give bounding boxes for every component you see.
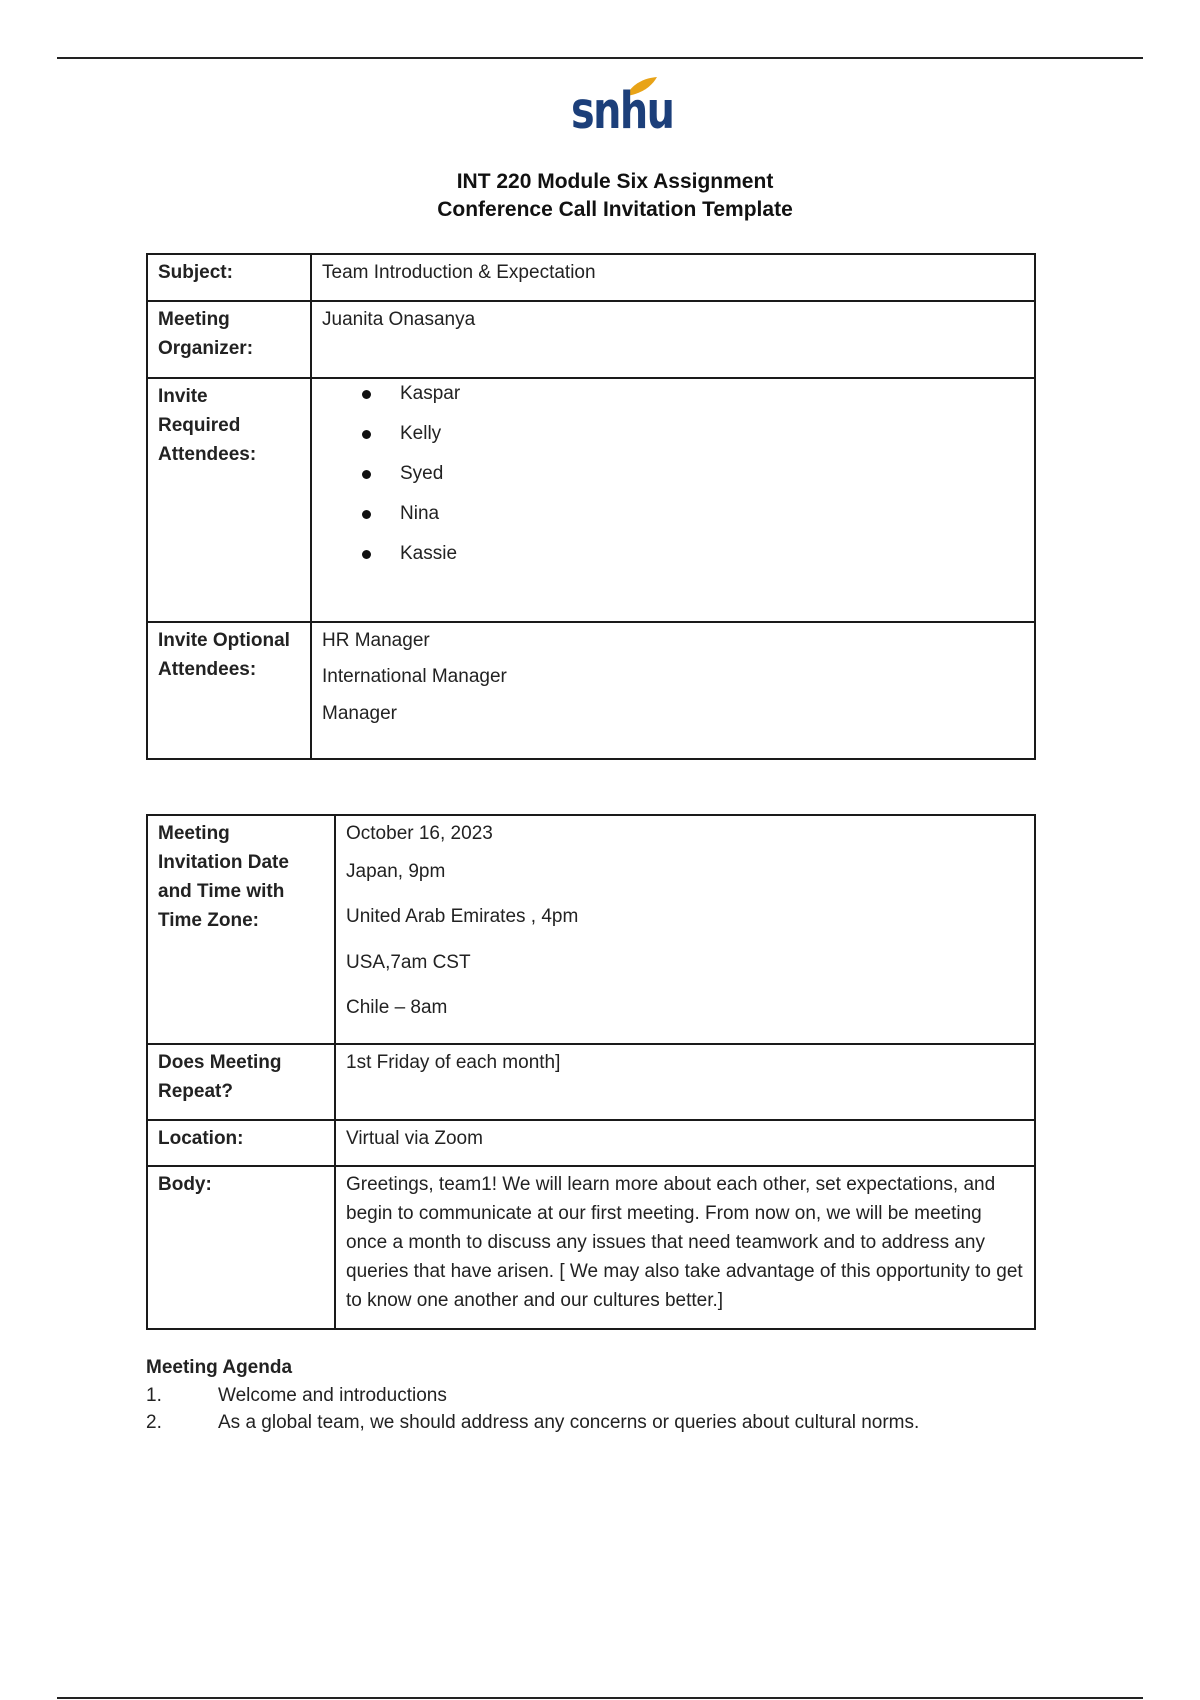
agenda-item-text: As a global team, we should address any concerns or queries about cultural norms. bbox=[218, 1412, 920, 1433]
agenda-item bbox=[146, 1382, 1046, 1409]
list-item: Kassie bbox=[362, 542, 1024, 582]
list-item: Kelly bbox=[362, 422, 1024, 462]
datetime-line: Chile – 8am bbox=[346, 997, 448, 1018]
datetime-row bbox=[147, 815, 1035, 1044]
logo-wordmark: snhu bbox=[571, 82, 674, 141]
required-attendees-label: Invite Required Attendees: bbox=[147, 378, 311, 622]
optional-attendees-cell bbox=[311, 622, 1035, 759]
agenda-item-text: Welcome and introductions bbox=[218, 1385, 447, 1406]
organizer-row bbox=[147, 301, 1035, 378]
body-value: Greetings, team1! We will learn more about each other, set expectations, and begin to communicate at our first meeting. From now on, we will be meeting once a month to discuss any issues that need teamwork and to address any queries that have arisen. [ We may also take advantage of this opportunity to get to know one another and our cultures better.] bbox=[335, 1166, 1035, 1329]
page-title bbox=[0, 168, 1200, 224]
subject-row bbox=[147, 254, 1035, 301]
agenda-item bbox=[146, 1409, 1046, 1436]
body-row bbox=[147, 1166, 1035, 1329]
schedule-table bbox=[146, 814, 1036, 1330]
optional-attendees-row bbox=[147, 622, 1035, 759]
meeting-agenda bbox=[146, 1353, 1046, 1436]
list-item: Nina bbox=[362, 502, 1024, 542]
bottom-rule bbox=[57, 1697, 1143, 1699]
invitation-table bbox=[146, 253, 1036, 760]
required-attendees-row bbox=[147, 378, 1035, 622]
snhu-logo bbox=[560, 72, 674, 144]
datetime-line: Japan, 9pm bbox=[346, 861, 446, 882]
location-value: Virtual via Zoom bbox=[335, 1120, 1035, 1166]
title-line-2: Conference Call Invitation Template bbox=[437, 198, 793, 221]
organizer-label: Meeting Organizer: bbox=[147, 301, 311, 378]
location-label: Location: bbox=[147, 1120, 335, 1166]
optional-attendees-label: Invite Optional Attendees: bbox=[147, 622, 311, 759]
datetime-cell bbox=[335, 815, 1035, 1044]
repeat-value: 1st Friday of each month] bbox=[335, 1044, 1035, 1120]
list-item: HR Manager bbox=[322, 630, 430, 651]
body-label: Body: bbox=[147, 1166, 335, 1329]
list-item: Manager bbox=[322, 703, 397, 724]
title-line-1: INT 220 Module Six Assignment bbox=[456, 170, 774, 193]
datetime-line: USA,7am CST bbox=[346, 952, 471, 973]
required-attendees-cell bbox=[311, 378, 1035, 622]
datetime-line: October 16, 2023 bbox=[346, 823, 493, 844]
agenda-item-number: 1. bbox=[146, 1385, 162, 1406]
repeat-label: Does Meeting Repeat? bbox=[147, 1044, 335, 1120]
subject-value: Team Introduction & Expectation bbox=[311, 254, 1035, 301]
datetime-label: Meeting Invitation Date and Time with Time Zone: bbox=[147, 815, 335, 1044]
agenda-title: Meeting Agenda bbox=[146, 1357, 293, 1378]
list-item: Syed bbox=[362, 462, 1024, 502]
required-attendees-list bbox=[322, 382, 1024, 582]
organizer-value: Juanita Onasanya bbox=[311, 301, 1035, 378]
top-rule bbox=[57, 57, 1143, 59]
repeat-row bbox=[147, 1044, 1035, 1120]
list-item: Kaspar bbox=[362, 382, 1024, 422]
subject-label: Subject: bbox=[147, 254, 311, 301]
datetime-line: United Arab Emirates , 4pm bbox=[346, 906, 579, 927]
location-row bbox=[147, 1120, 1035, 1166]
list-item: International Manager bbox=[322, 666, 507, 687]
agenda-item-number: 2. bbox=[146, 1412, 162, 1433]
